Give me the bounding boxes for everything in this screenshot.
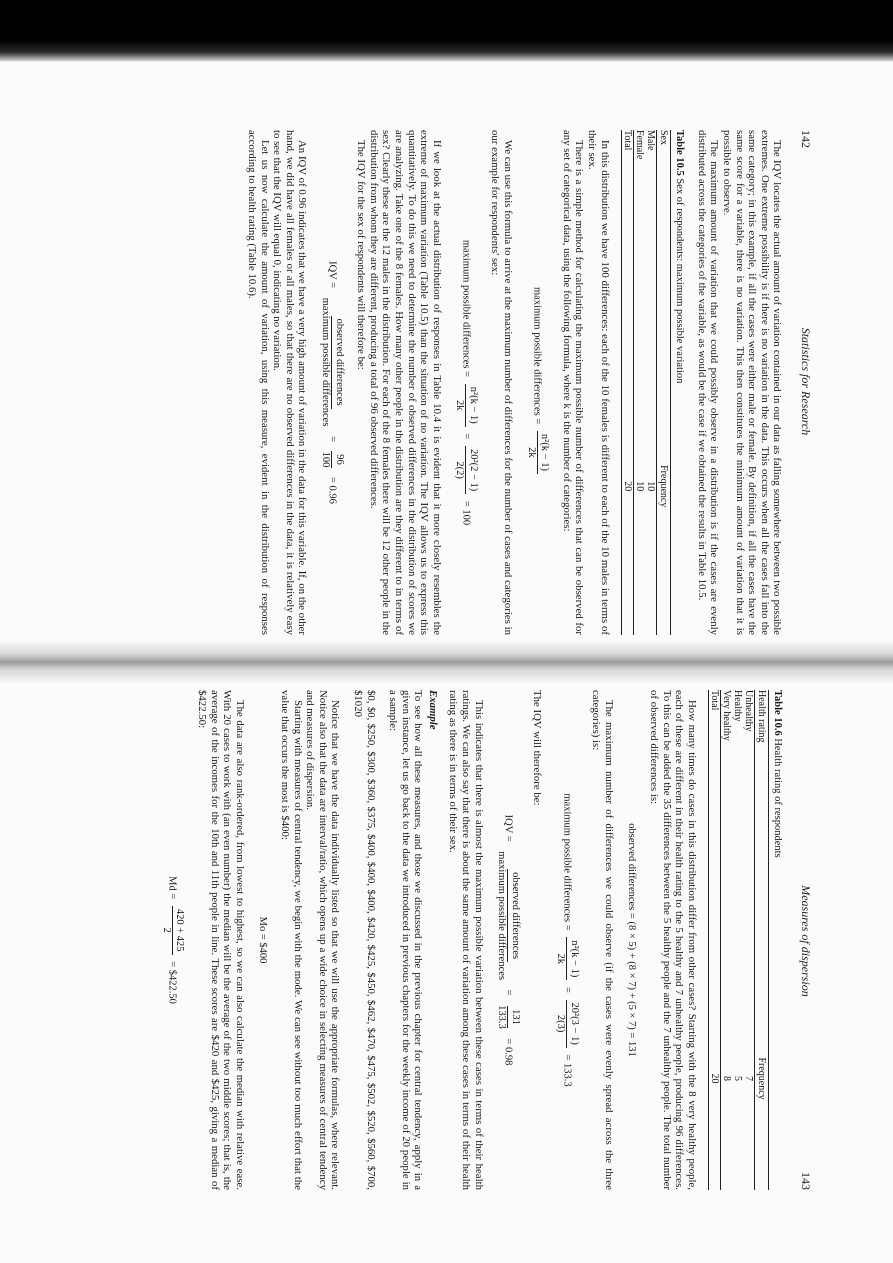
table-header: Health rating — [754, 690, 768, 967]
paragraph: We can use this formula to arrive at the maximum number of differences for the number of cases and categories in our example for respondents' sex: — [489, 130, 515, 635]
paragraph: If we look at the actual distribution of responses in Table 10.4 it is evident that it more closely resembles the extreme of maximum variation (Table 10.5) than the situation of no variation. The IQV allows us to express this quantitatively. To do this we need to determine the number of observed differences in the distribution of scores we are analyzing. Take one of the 8 females. How many other people in the distribution are they different to in terms of sex? Clearly these are the 12 males in the distribution. For each of the 8 females there will be 12 other people in the distribution from whom they are different, producing a total of 96 observed differences. — [367, 130, 443, 635]
table-10-6 — [708, 690, 784, 1190]
page-142 — [32, 130, 812, 635]
table-row: Healthy 5 — [731, 690, 743, 1082]
paragraph: Let us now calculate the amount of variation, using this measure, evident in the distribution of responses according to health rating (Table 10.6). — [246, 130, 271, 635]
table-row: Very healthy 8 — [720, 690, 732, 1082]
formula-iqv-health: IQV = observed differences maximum possible differences = 131 133.3 = 0.98 — [496, 814, 521, 1066]
table-header: Sex — [656, 130, 670, 337]
paragraph: In this distribution we have 100 differences: each of the 10 females is different to each of the 10 males in terms of their sex. — [586, 130, 611, 635]
scanner-edge — [0, 0, 893, 62]
section-heading: Example — [426, 690, 439, 730]
table-header: Frequency — [754, 967, 768, 1190]
running-header — [799, 130, 812, 635]
paragraph: The IQV will therefore be: — [531, 690, 544, 806]
formula-median: Md = 420 + 425 2 = $422.50 — [160, 876, 186, 1004]
paragraph: The maximum number of differences we could observe (if the cases were evenly spread across the three categories) is: — [590, 690, 615, 1190]
paragraph: This indicates that there is almost the maximum possible variation between these cases in terms of their health ratings. We can also say that there is about the same amount of variation among these cases in terms of their health rating as there is in terms of their sex. — [447, 690, 485, 1190]
formula-max-differences-sex: maximum possible differences = n²(k − 1) 2k = 20²(2 − 1) 2(2) = 100 — [454, 239, 479, 526]
page-number: 143 — [799, 1172, 813, 1190]
page-number: 142 — [799, 130, 813, 148]
income-list: $0, $0, $250, $300, $360, $375, $400, $400, $400, $420, $425, $450, $462, $470, $475, $502, $520, $560, $700, $1020 — [351, 690, 377, 1190]
running-header — [799, 690, 812, 1190]
table-10-5 — [621, 130, 686, 635]
table-caption: Table 10.6 Health rating of respondents — [772, 690, 784, 858]
paragraph: To see how all these measures, and those we discussed in the previous chapter for central tendency, apply in a given instance, let us go back to the data we introduced in previous chapters for the weekly income of 20 people in a sample: — [387, 690, 425, 1190]
table-row: Unhealthy 7 — [742, 690, 754, 1082]
formula-mode: Mo = $400 — [257, 916, 269, 964]
table-total-row: Total 20 — [708, 690, 720, 1190]
paragraph: An IQV of 0.96 indicates that we have a very high amount of variation in the data for this variable. If, on the other hand, we did have all females or all males, so that there are no observed differences in the data, it is relatively easy to see that the IQV will equal 0, indicating no variation. — [271, 130, 309, 635]
table-header: Frequency — [656, 337, 670, 635]
table-caption: Table 10.5 Sex of respondents: maximum possible variation — [674, 130, 686, 384]
table-row: Male 10 — [644, 130, 656, 492]
formula-max-differences-health: maximum possible differences = n²(k − 1) 2k = 20²(3 − 1) 2(3) = 133.3 — [555, 793, 580, 1087]
paragraph: The maximum amount of variation that we could possibly observe in a distribution is if the cases are evenly distributed across the categories of the variable, as would be the case if we obtained the results in Table 10.5. — [695, 130, 721, 635]
running-title: Measures of dispersion — [799, 885, 813, 997]
formula-observed-differences: observed differences = (8 × 5) + (8 × 7) + (5 × 7) = 131 — [626, 823, 638, 1057]
paragraph: The IQV for the sex of respondents will therefore be: — [355, 140, 368, 370]
paragraph: There is a simple method for calculating the maximum possible number of differences that can be observed for any set of categorical data, using the following formula, where k is the number of categories: — [560, 130, 586, 635]
table-row: Female 10 — [633, 130, 645, 492]
formula-max-differences: maximum possible differences = n²(k − 1) 2k — [524, 130, 550, 635]
paragraph: How many times do cases in this distribution differ from other cases? Starting with the 8 very healthy people, each of these are different in their health rating to the 5 healthy and 7 unhealthy people, producing 96 differences. To this can be added the 35 differences between the 5 healthy people and the 7 unhealthy people. The total number of observed differences is: — [648, 690, 698, 1190]
paragraph: Starting with measures of central tendency, we begin with the mode. We can see without too much effort that the value that occurs the most is $400: — [278, 690, 304, 1190]
table-total-row: Total 20 — [621, 130, 633, 635]
paragraph: Notice that we have the data individually listed so that we will use the appropriate formulas, where relevant. Notice also that the data are interval/ratio, which opens up a wide choice in selecting measures of central tendency and measures of dispersion. — [304, 690, 342, 1190]
paragraph: The data are also rank-ordered, from lowest to highest, so we can also calculate the median with relative ease. With 20 cases to work with (an even number) the median will be the average of the two middle scores; that is, the average of the incomes for the 10th and 11th people in line. These scores are $420 and $425, giving a median of $422.50: — [196, 690, 246, 1190]
page-143 — [32, 690, 812, 1190]
formula-iqv-sex: IQV = observed differences maximum possible differences = 96 100 = 0.96 — [319, 261, 345, 504]
book-spine-shadow — [0, 640, 893, 684]
running-title: Statistics for Research — [799, 327, 813, 436]
paragraph: The IQV locates the actual amount of variation contained in our data as falling somewhere between two possible extremes. One extreme possibility is if there is no variation in the data. This occurs when all the cases fall into the same category; in this example, if all the cases were either male or female. By definition, if all the cases have the same score for a variable, there is no variation. This then constitutes the minimum amount of variation that it is possible to observe. — [721, 130, 784, 635]
